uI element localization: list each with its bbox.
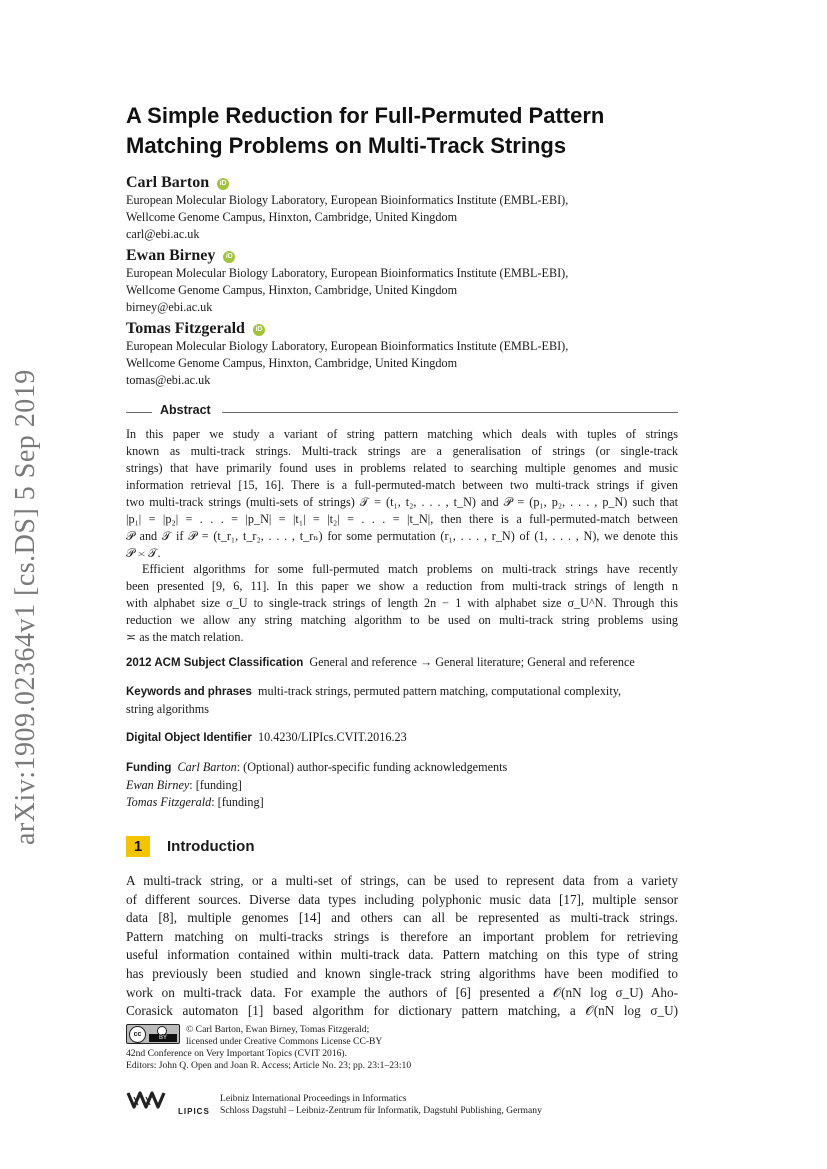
affiliation-line: European Molecular Biology Laboratory, European Bioinformatics Institute (EMBL-EBI), bbox=[126, 193, 569, 207]
text-line: two multi-track strings (multi-sets of strings) 𝒯 = (t₁, t₂, . . . , t_N) and 𝒫 = (p₁, p₂, . . . , p_N) such that bbox=[126, 495, 678, 509]
funding-label: Funding bbox=[126, 762, 172, 774]
doi-text[interactable]: 10.4230/LIPIcs.CVIT.2016.23 bbox=[257, 730, 407, 744]
text-line: information retrieval [15, 16]. There is a full-permuted-match between two multi-track strings if given bbox=[126, 478, 678, 492]
footer-editors: Editors: John Q. Open and Joan R. Access; Article No. 23; pp. 23:1–23:10 bbox=[126, 1060, 412, 1071]
author-name bbox=[126, 320, 265, 338]
text-line: 𝒫 ≍ 𝒯. bbox=[126, 546, 161, 560]
text-line: has previously been studied and known single-track string algorithms have been modified to bbox=[126, 965, 678, 981]
text-line: A multi-track string, or a multi-set of strings, can be used to represent data from a variety bbox=[126, 873, 678, 888]
funding-author: Tomas Fitzgerald bbox=[126, 795, 212, 809]
abstract-rule bbox=[126, 412, 152, 413]
title-line-2: Matching Problems on Multi-Track Strings bbox=[126, 133, 567, 158]
text-line: Corasick automaton [1] based algorithm for dictionary pattern matching, a 𝒪(nN log σ_U) bbox=[126, 1003, 678, 1019]
affiliation-line: Wellcome Genome Campus, Hinxton, Cambridge, United Kingdom bbox=[126, 356, 458, 370]
arxiv-stamp: arXiv:1909.02364v1 [cs.DS] 5 Sep 2019 bbox=[10, 369, 41, 845]
funding bbox=[126, 759, 678, 811]
abstract-heading: Abstract bbox=[160, 403, 211, 417]
abstract-rule bbox=[222, 412, 678, 413]
text-line: data [8], multiple genomes [14] and others can all be represented as multi-track strings. bbox=[126, 910, 678, 926]
footer-series: Leibniz International Proceedings in Informatics bbox=[220, 1093, 407, 1104]
intro-paragraph bbox=[126, 872, 678, 1021]
author-affiliation bbox=[126, 338, 686, 389]
funding-author: Carl Barton bbox=[177, 760, 237, 774]
author-name-text: Ewan Birney bbox=[126, 247, 216, 264]
text-line: ≍ as the match relation. bbox=[126, 630, 244, 644]
affiliation-line: Wellcome Genome Campus, Hinxton, Cambridge, United Kingdom bbox=[126, 283, 458, 297]
keywords bbox=[126, 683, 678, 718]
author-email[interactable]: carl@ebi.ac.uk bbox=[126, 227, 200, 241]
section-number: 1 bbox=[126, 836, 150, 857]
abstract-paragraph bbox=[126, 561, 678, 646]
title-line-1: A Simple Reduction for Full-Permuted Pattern bbox=[126, 103, 605, 128]
orcid-icon[interactable]: iD bbox=[223, 251, 235, 263]
text-line: of different sources. Diverse data types including polyphonic music data [17], multiple sensor bbox=[126, 891, 678, 907]
affiliation-line: Wellcome Genome Campus, Hinxton, Cambridge, United Kingdom bbox=[126, 210, 458, 224]
text-line: with alphabet size σ_U to single-track strings of length 2n − 1 with alphabet size σ_U^N. Through this bbox=[126, 596, 678, 610]
text-line: Pattern matching on multi-tracks strings is therefore an important problem for retrieving bbox=[126, 928, 678, 944]
abstract-paragraph bbox=[126, 426, 678, 562]
funding-text: : [funding] bbox=[211, 795, 264, 809]
doi-label: Digital Object Identifier bbox=[126, 732, 252, 744]
text-line: 𝒫 and 𝒯 if 𝒫 = (t_r₁, t_r₂, . . . , t_rₙ) for some permutation (r₁, . . . , r_N) of (1, . . . , N), we denote this bbox=[126, 529, 678, 543]
footer-conference: 42nd Conference on Very Important Topics (CVIT 2016). bbox=[126, 1048, 348, 1059]
funding-text: : [funding] bbox=[189, 778, 242, 792]
author-name-text: Tomas Fitzgerald bbox=[126, 320, 245, 337]
author-name bbox=[126, 247, 235, 265]
keywords-text: string algorithms bbox=[126, 702, 209, 716]
lipics-wordmark: LIPICS bbox=[178, 1107, 210, 1116]
cc-by-license-icon[interactable] bbox=[126, 1024, 180, 1044]
doi bbox=[126, 729, 678, 747]
paper-title bbox=[126, 101, 686, 161]
affiliation-line: European Molecular Biology Laboratory, European Bioinformatics Institute (EMBL-EBI), bbox=[126, 339, 569, 353]
text-line: Efficient algorithms for some full-permuted match problems on multi-track strings have recently bbox=[142, 562, 678, 576]
orcid-icon[interactable]: iD bbox=[253, 324, 265, 336]
text-line: work on multi-track data. For example the authors of [6] presented a 𝒪(nN log σ_U) Aho- bbox=[126, 984, 678, 1000]
keywords-label: Keywords and phrases bbox=[126, 686, 252, 698]
by-label: BY bbox=[149, 1034, 177, 1042]
author-email[interactable]: tomas@ebi.ac.uk bbox=[126, 373, 211, 387]
footer-license: licensed under Creative Commons License CC-BY bbox=[186, 1036, 383, 1047]
author-name bbox=[126, 174, 229, 192]
footer-copyright: © Carl Barton, Ewan Birney, Tomas Fitzgerald; bbox=[186, 1024, 370, 1035]
acm-label: 2012 ACM Subject Classification bbox=[126, 657, 304, 669]
funding-text: : (Optional) author-specific funding acknowledgements bbox=[236, 760, 508, 774]
acm-classification bbox=[126, 654, 678, 672]
section-title: Introduction bbox=[167, 838, 255, 855]
author-email[interactable]: birney@ebi.ac.uk bbox=[126, 300, 213, 314]
footer-publisher: Schloss Dagstuhl – Leibniz-Zentrum für Informatik, Dagstuhl Publishing, Germany bbox=[220, 1105, 542, 1116]
text-line: reduction we allow any string matching algorithm to be used on multi-track string problems using bbox=[126, 613, 678, 627]
funding-author: Ewan Birney bbox=[126, 778, 190, 792]
author-affiliation bbox=[126, 192, 686, 243]
affiliation-line: European Molecular Biology Laboratory, European Bioinformatics Institute (EMBL-EBI), bbox=[126, 266, 569, 280]
author-affiliation bbox=[126, 265, 686, 316]
acm-text: General and reference → General literature; General and reference bbox=[309, 655, 635, 669]
text-line: known as multi-track strings. Multi-track strings are a generalisation of strings (or single-track bbox=[126, 444, 678, 458]
text-line: strings) that have primarily found uses in problems related to searching multiple genomes and music bbox=[126, 461, 678, 475]
text-line: |p₁| = |p₂| = . . . = |p_N| = |t₁| = |t₂| = . . . = |t_N|, then there is a full-permuted-match between bbox=[126, 512, 678, 526]
text-line: In this paper we study a variant of string pattern matching which deals with tuples of strings bbox=[126, 427, 678, 441]
text-line: useful information contained within multi-track data. Pattern matching on this type of string bbox=[126, 947, 678, 963]
keywords-text: multi-track strings, permuted pattern matching, computational complexity, bbox=[258, 684, 622, 698]
orcid-icon[interactable]: iD bbox=[217, 178, 229, 190]
cc-icon: cc bbox=[129, 1026, 146, 1043]
author-name-text: Carl Barton bbox=[126, 174, 210, 191]
text-line: been presented [9, 6, 11]. In this paper we show a reduction from multi-track strings of length n bbox=[126, 579, 678, 593]
